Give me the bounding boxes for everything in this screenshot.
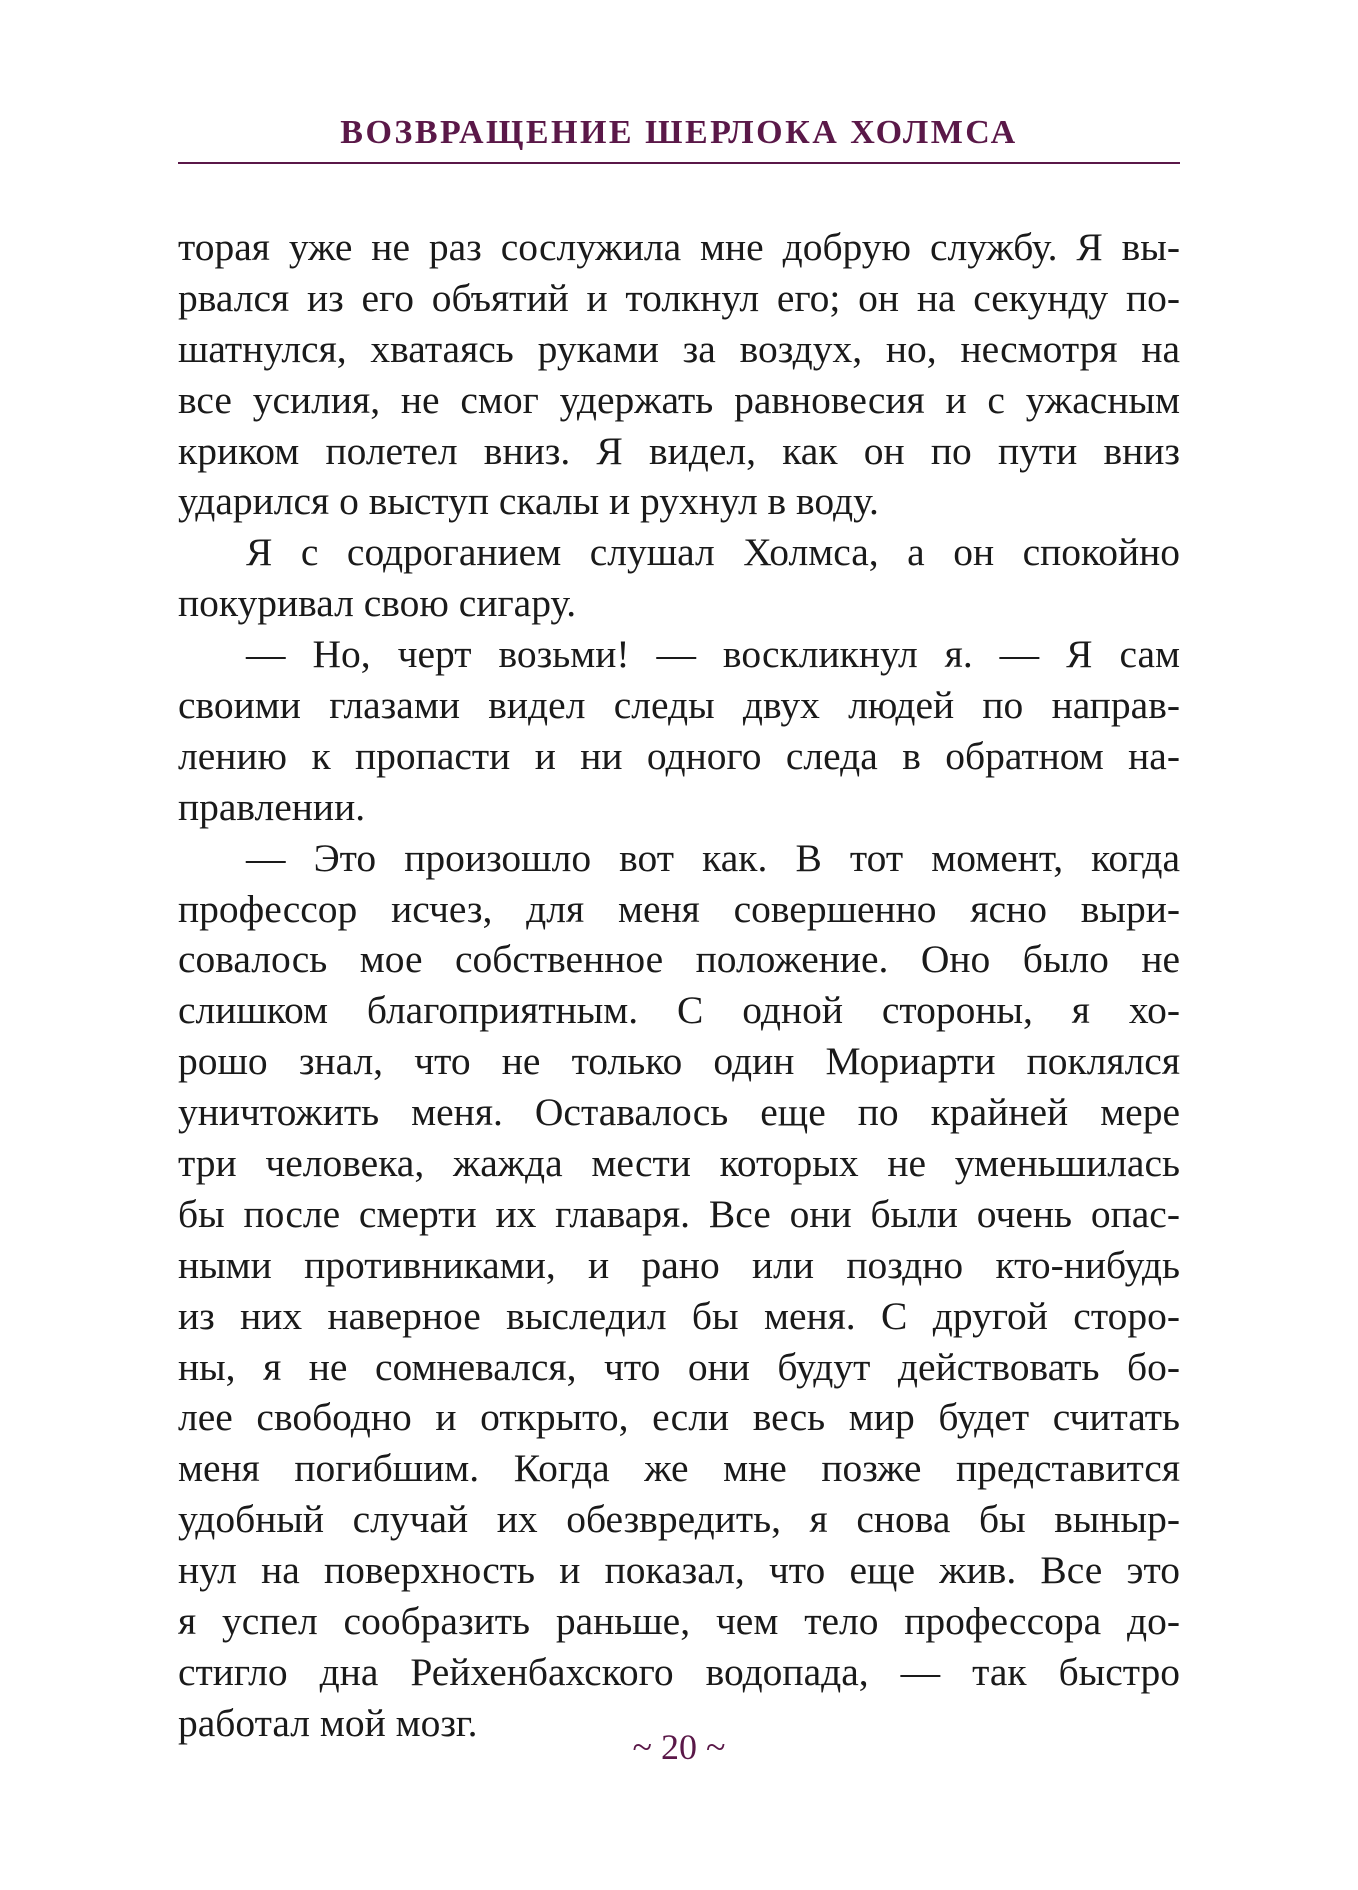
text-line: я успел сообразить раньше, чем тело профессора до-: [178, 1599, 1180, 1644]
text-line: торая уже не раз сослужила мне добрую службу. Я вы-: [178, 225, 1180, 269]
text-line: три человека, жажда мести которых не уменьшилась: [178, 1141, 1180, 1186]
text-line: нул на поверхность и показал, что еще жив. Все это: [178, 1548, 1180, 1593]
text-line: ны, я не сомневался, что они будут действовать бо-: [178, 1344, 1180, 1389]
text-line: работал мой мозг.: [178, 1700, 478, 1745]
text-line: слишком благоприятным. С одной стороны, я хо-: [178, 988, 1180, 1033]
text-line: уничтожить меня. Оставалось еще по крайней мере: [178, 1090, 1180, 1135]
text-line: ударился о выступ скалы и рухнул в воду.: [178, 479, 879, 524]
text-line: профессор исчез, для меня совершенно ясно выри-: [178, 886, 1180, 931]
text-line: криком полетел вниз. Я видел, как он по пути вниз: [178, 428, 1180, 473]
text-line: лению к пропасти и ни одного следа в обратном на-: [178, 733, 1180, 778]
text-line: шатнулся, хватаясь руками за воздух, но, несмотря на: [178, 326, 1180, 371]
text-line: ными противниками, и рано или поздно кто-нибудь: [178, 1242, 1180, 1287]
text-line: меня погибшим. Когда же мне позже представится: [178, 1446, 1180, 1491]
body-text: [178, 222, 1180, 1749]
text-line: из них наверное выследил бы меня. С другой сторо-: [178, 1293, 1180, 1338]
page-number: ~ 20 ~: [632, 1727, 726, 1767]
text-line: покуривал свою сигару.: [178, 581, 577, 626]
text-line: рвался из его объятий и толкнул его; он на секунду по-: [178, 275, 1180, 320]
text-line: рошо знал, что не только один Мориарти поклялся: [178, 1039, 1180, 1084]
running-header-title: ВОЗВРАЩЕНИЕ ШЕРЛОКА ХОЛМСА: [340, 114, 1018, 151]
text-line: Я с содроганием слушал Холмса, а он спокойно: [246, 530, 1180, 575]
text-line: — Это произошло вот как. В тот момент, когда: [246, 835, 1180, 880]
text-line: стигло дна Рейхенбахского водопада, — так быстро: [178, 1649, 1180, 1694]
header-rule: [178, 162, 1180, 164]
text-line: все усилия, не смог удержать равновесия и с ужасным: [178, 377, 1180, 422]
text-line: совалось мое собственное положение. Оно было не: [178, 937, 1180, 982]
text-line: бы после смерти их главаря. Все они были очень опас-: [178, 1191, 1180, 1236]
text-line: правлении.: [178, 784, 366, 829]
text-line: — Но, черт возьми! — воскликнул я. — Я сам: [246, 632, 1180, 677]
text-line: лее свободно и открыто, если весь мир будет считать: [178, 1395, 1180, 1440]
text-line: своими глазами видел следы двух людей по направ-: [178, 683, 1180, 728]
text-line: удобный случай их обезвредить, я снова бы выныр-: [178, 1497, 1180, 1542]
